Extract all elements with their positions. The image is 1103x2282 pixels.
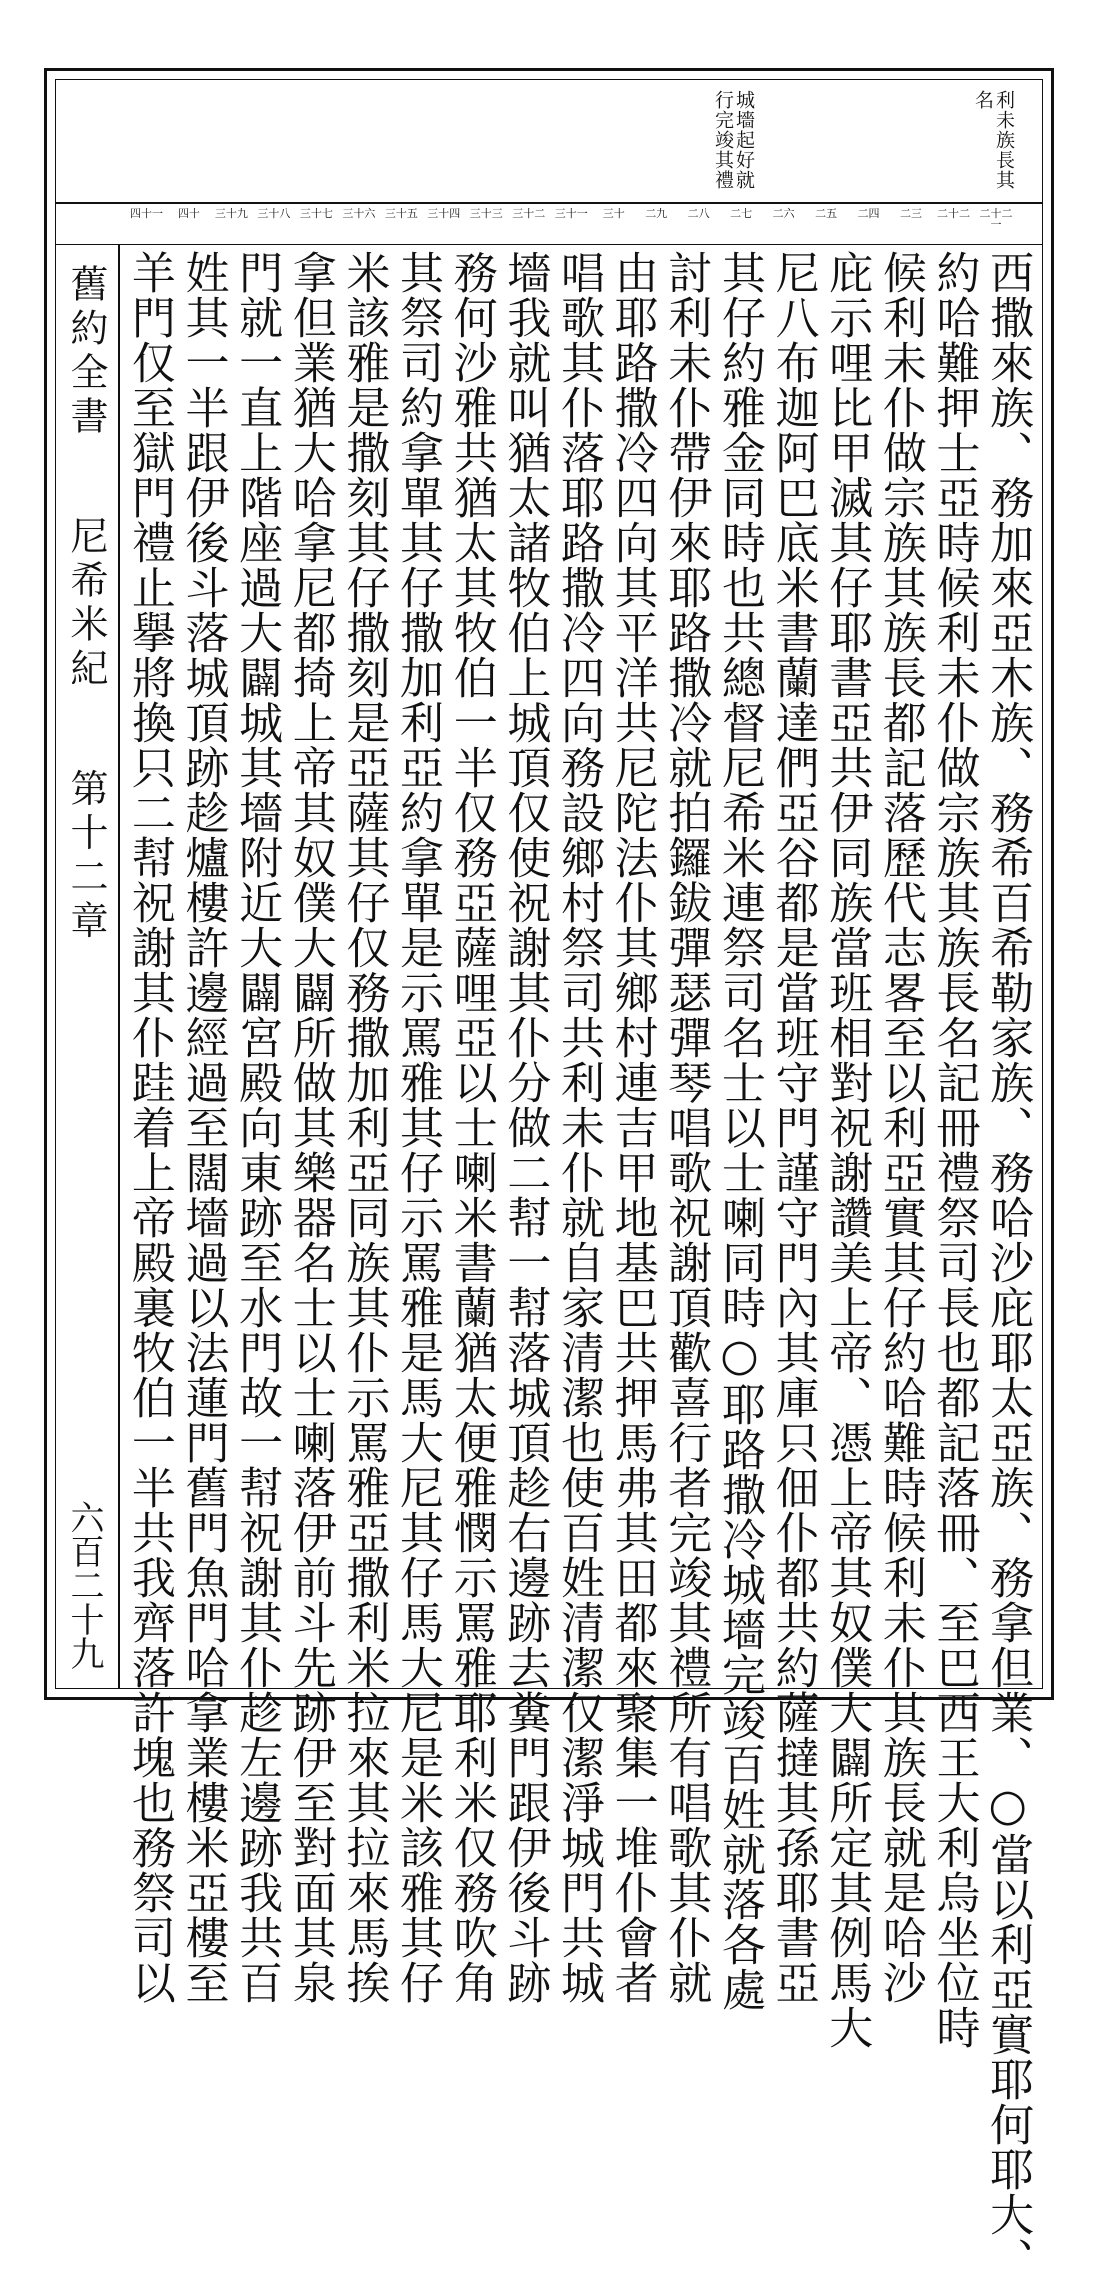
verse-number: 三十九: [214, 207, 248, 220]
text-column: 墻我就叫猶太諸牧伯上城頂仅使祝謝其仆分做二幇一幇落城頂趁右邊跡去糞門跟伊後斗跡: [499, 250, 551, 2005]
verse-number: 二十二一: [979, 207, 1013, 231]
page-number: 六百二十九: [64, 1500, 104, 1670]
text-column: 尼八布迦阿巴底米書蘭達們亞谷都是當班守門謹守門內其庫只佃仆都共約薩撻其孫耶書亞: [767, 250, 819, 2005]
verse-number: 二九: [645, 207, 668, 220]
text-column: 唱歌其仆落耶路撒冷四向務設鄉村祭司共利未仆就自家清潔也使百姓清潔仅潔淨城門共城: [553, 250, 604, 2005]
verse-number: 三十三: [469, 207, 503, 220]
verse-number: 二七: [730, 207, 753, 220]
text-column: 米該雅是撒刻其仔撒刻是亞薩其仔仅務撒加利亞同族其仆示罵雅亞撒利米拉來其拉來馬挨: [338, 250, 390, 2005]
verse-number: 三十: [602, 207, 625, 220]
text-column: 姓其一半跟伊後斗落城頂跡趁爐樓許邊經過至闊墻過以法蓮門舊門魚門哈拿業樓米亞樓至: [177, 250, 229, 2005]
book-title-text: 舊約全書: [64, 264, 108, 440]
verse-number: 二三: [900, 207, 923, 220]
verse-number: 三十八: [257, 207, 291, 220]
text-column: 拿但業猶大哈拿尼都掎上帝其奴僕大闢所做其樂器名士以士喇落伊前斗先跡伊至對面其泉: [284, 250, 336, 2005]
book-name-text: 尼希米紀: [64, 516, 108, 693]
verse-number: 三十六: [342, 207, 376, 220]
text-column: 其祭司約拿單其仔撒加利亞約拿單是示罵雅其仔示罵雅是馬大尼其仔馬大尼是米該雅其仔: [392, 250, 444, 2005]
verse-number: 三十一: [554, 207, 588, 220]
verse-number: 四十一: [129, 207, 163, 220]
text-column: 西撒來族、務加來亞木族、務希百希勒家族、務哈沙庇耶太亞族、務拿但業、○當以利亞實耶何耶大、: [982, 250, 1034, 2282]
text-column: 務何沙雅共猶太其牧伯一半仅務亞薩哩亞以士喇米書蘭猶太便雅憫示罵雅耶利米仅務吹角: [445, 250, 497, 2005]
text-column: 由耶路撒冷四向其平洋共尼陀法仆其鄉村連吉甲地基巴共押馬弗其田都來聚集一堆仆會者: [606, 250, 658, 2005]
verse-number: 四十: [177, 207, 200, 220]
verse-number: 三十四: [427, 207, 461, 220]
verse-number: 三十五: [384, 207, 418, 220]
verse-number: 二六: [772, 207, 795, 220]
verse-number: 二八: [687, 207, 710, 220]
text-column: 庇示哩比甲滅其仔耶書亞共伊同族當班相對祝謝讚美上帝、憑上帝其奴僕大闢所定其例馬大: [821, 250, 873, 2050]
page-frame-inner: [55, 79, 1043, 2282]
text-column: 其仔約雅金同時也共總督尼希米連祭司名士以士喇同時○耶路撒冷城墻完竣百姓就落各處: [713, 250, 765, 2012]
page-frame: [44, 68, 1054, 2282]
text-column: 討利未仆帶伊來耶路撒冷就拍鑼鈸彈瑟彈琴唱歌祝謝頂歡喜行者完竣其禮所有唱歌其仆就: [660, 250, 712, 2005]
text-column: 羊門仅至獄門禮止擧將換只二幇祝謝其仆跬着上帝殿裏牧伯一半共我齊落許塊也務祭司以: [123, 250, 175, 2005]
text-column: 候利未仆做宗族其族長都記落歷代志畧至以利亞實其仔約哈難時候利未仆其族長就是哈沙: [874, 250, 926, 2005]
text-body: [56, 244, 1042, 2282]
verse-number: 二十二: [937, 207, 971, 220]
text-column: 約哈難押士亞時候利未仆做宗族其族長名記冊禮祭司長也都記落冊、至巴西王大利烏坐位時: [928, 250, 980, 2050]
verse-number: 三十二: [512, 207, 546, 220]
verse-number: 二五: [815, 207, 838, 220]
chapter-text: 第十二章: [64, 768, 108, 945]
top-annotation-band: [56, 80, 1042, 204]
verse-number: 二四: [857, 207, 880, 220]
marginal-note-left: 城墻起好就行完竣其禮: [712, 90, 755, 190]
verse-number-row: [56, 202, 1042, 245]
marginal-note-right: 利未族長其名: [972, 90, 1015, 190]
text-column: 門就一直上階座過大闢城其墻附近大闢宮殿向東跡至水門故一幇祝謝其仆趁左邊跡我共百: [231, 250, 283, 2005]
verse-number: 三十七: [299, 207, 333, 220]
